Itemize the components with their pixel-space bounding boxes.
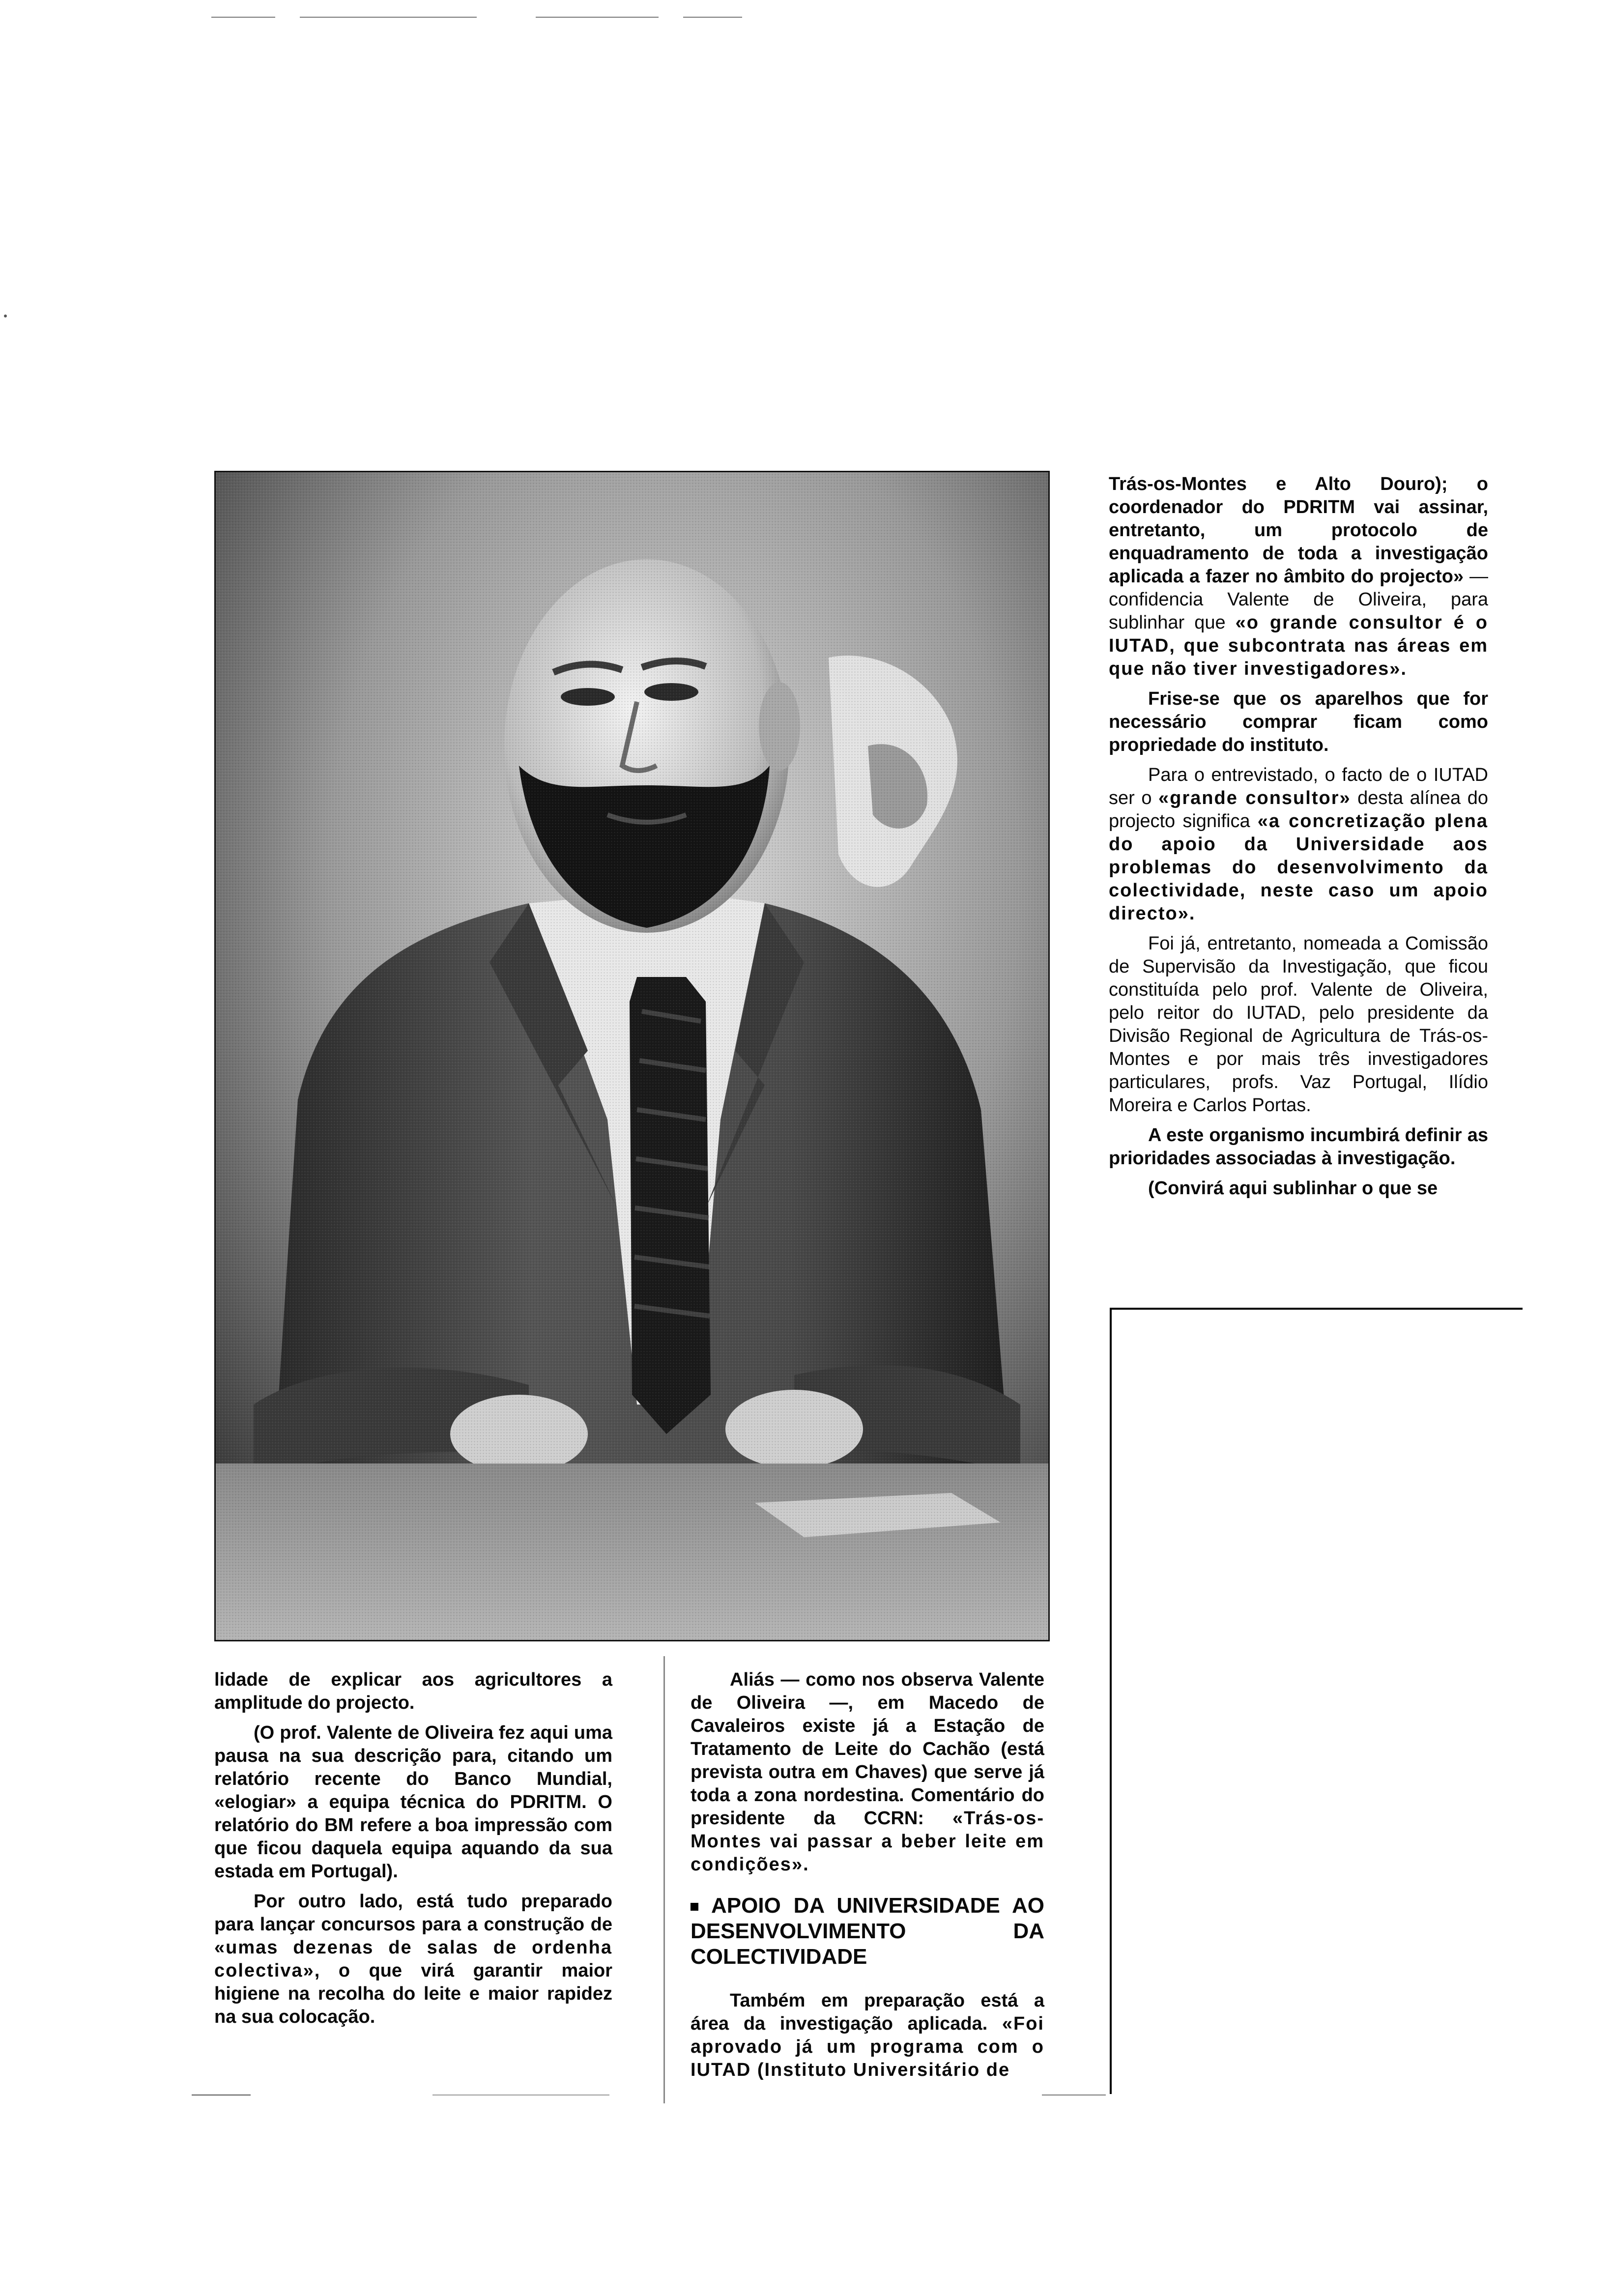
right-paragraph-1: Trás-os-Montes e Alto Douro); o coordenador do PDRITM vai assinar, entretanto, um protocolo de enquadramento de toda a investigação aplicada a fazer no âmbito do projecto» — confidencia Valente de Oliveira, para sublinhar que «o grande consultor é o IUTAD, que subcontrata nas áreas em que não tiver investigadores». bbox=[1109, 474, 1488, 679]
scan-artifact bbox=[536, 17, 659, 18]
right-column bbox=[1109, 473, 1488, 1207]
scan-artifact bbox=[300, 17, 477, 18]
section-subhead: APOIO DA UNIVERSIDADE AO DESENVOLVIMENTO DA COLECTIVIDADE bbox=[691, 1894, 1044, 1969]
column-rule bbox=[663, 1656, 665, 2103]
left-paragraph-3: Por outro lado, está tudo preparado para lançar concursos para a construção de «umas dezenas de salas de ordenha colectiva», o que virá garantir maior higiene na recolha do leite e maior rapidez na sua colocação. bbox=[214, 1891, 612, 2027]
right-paragraph-3: Para o entrevistado, o facto de o IUTAD ser o «grande consultor» desta alínea do projecto significa «a concretização plena do apoio da Universidade aos problemas do desenvolvimento da colectividade, neste caso um apoio directo». bbox=[1109, 765, 1488, 924]
middle-paragraph-2: Também em preparação está a área da investigação aplicada. «Foi aprovado já um programa com o IUTAD (Instituto Universitário de bbox=[691, 1990, 1044, 2080]
left-bottom-column bbox=[214, 1668, 612, 2036]
scan-artifact bbox=[4, 315, 7, 317]
scan-artifact bbox=[211, 17, 275, 18]
left-paragraph-2: (O prof. Valente de Oliveira fez aqui uma pausa na sua descrição para, citando um relatório recente do Banco Mundial, «elogiar» a equipa técnica do PDRITM. O relatório do BM refere a boa impressão com que ficou daquela equipa aquando da sua estada em Portugal). bbox=[214, 1722, 612, 1882]
bullet-icon bbox=[691, 1903, 698, 1911]
scan-artifact bbox=[683, 17, 742, 18]
right-paragraph-4: Foi já, entretanto, nomeada a Comissão de Supervisão da Investigação, que ficou constituída pelo prof. Valente de Oliveira, pelo reitor do IUTAD, pelo presidente da Divisão Regional de Agricultura de Trás-os-Montes e por mais três investigadores particulares, profs. Vaz Portugal, Ilídio Moreira e Carlos Portas. bbox=[1109, 933, 1488, 1116]
left-paragraph-1: lidade de explicar aos agricultores a amplitude do projecto. bbox=[214, 1669, 612, 1713]
right-paragraph-5: A este organismo incumbirá definir as prioridades associadas à investigação. bbox=[1109, 1125, 1488, 1169]
middle-bottom-column bbox=[691, 1668, 1044, 2089]
column-rule bbox=[1110, 1308, 1112, 2094]
right-paragraph-6: (Convirá aqui sublinhar o que se bbox=[1148, 1178, 1438, 1199]
article-photo bbox=[214, 471, 1050, 1641]
right-paragraph-2: Frise-se que os aparelhos que for necessário comprar ficam como propriedade do instituto. bbox=[1109, 689, 1488, 755]
middle-paragraph-1: Aliás — como nos observa Valente de Oliveira —, em Macedo de Cavaleiros existe já a Estação de Tratamento de Leite do Cachão (está prevista outra em Chaves) que serve já toda a zona nordestina. Comentário do presidente da CCRN: «Trás-os-Montes vai passar a beber leite em condições». bbox=[691, 1669, 1044, 1875]
column-rule bbox=[1110, 1308, 1523, 1310]
